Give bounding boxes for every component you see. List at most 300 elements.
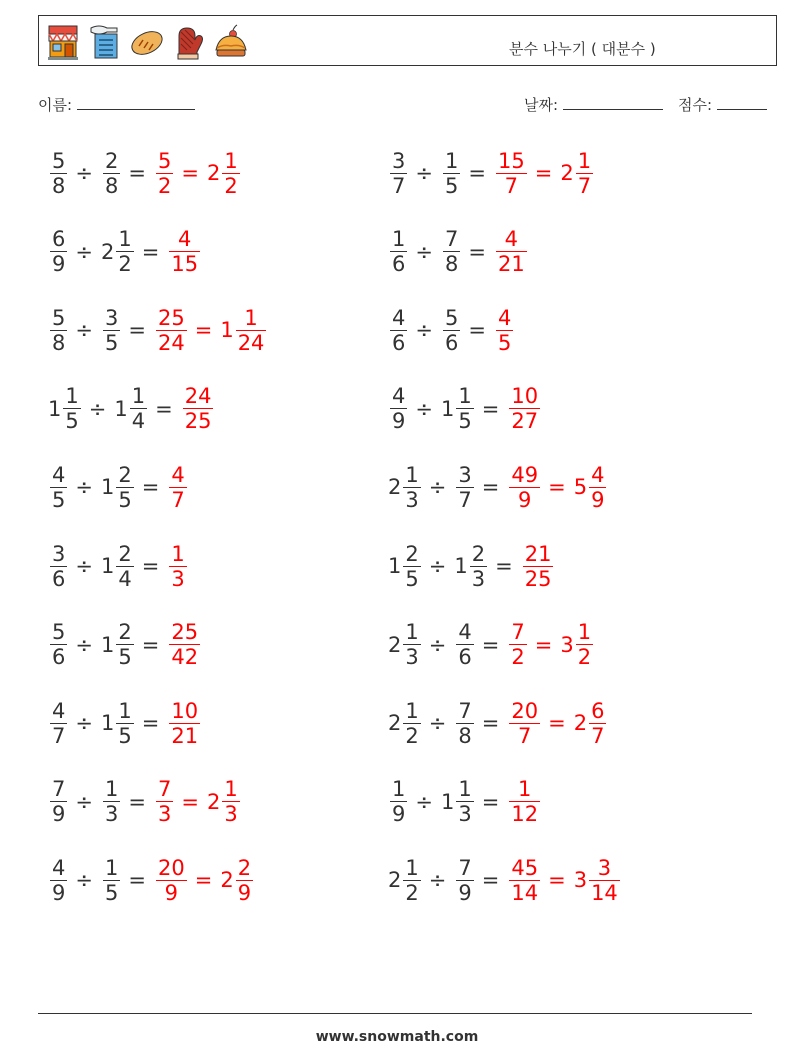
answer-improper-denominator: 2 [157,173,172,198]
answer-improper-denominator: 7 [518,723,532,748]
answer-mixed-numerator: 2 [237,855,252,880]
divisor-numerator: 4 [458,620,472,645]
answer-improper-numerator: 4 [504,227,519,252]
score-field [678,94,767,115]
divisor-denominator: 5 [104,880,119,905]
dividend-denominator: 8 [52,173,66,198]
problem-item [386,300,515,360]
answer-equals-sign: = [194,868,213,893]
divisor-denominator: 3 [458,802,472,827]
problem-item [46,300,268,360]
dividend-number [46,149,69,198]
answer-improper-denominator: 7 [171,487,185,512]
dividend-numerator: 4 [52,462,66,487]
problem-item [386,379,542,439]
dividend-numerator: 1 [392,777,406,802]
divisor-numerator: 7 [458,698,472,723]
problem-item [46,536,189,596]
answer [505,699,608,748]
dividend-numerator: 3 [52,541,66,566]
answer-mixed-whole: 2 [560,161,574,185]
dividend-fraction [390,306,407,355]
answer-mixed-denominator: 2 [224,173,238,198]
divisor-numerator: 2 [471,541,486,566]
answer-improper-fraction [169,699,200,748]
dividend-numerator: 5 [52,148,66,173]
divisor-fraction [456,620,473,669]
divide-sign: ÷ [75,789,93,814]
divisor-denominator: 8 [458,723,472,748]
divisor-denominator: 9 [458,880,472,905]
answer [505,856,621,905]
dividend-number [46,227,69,276]
header-icons [45,22,249,62]
answer-mixed-fraction [576,620,593,669]
divisor-fraction [456,777,473,826]
answer-mixed-denominator: 9 [237,880,252,905]
answer-improper-denominator: 5 [497,330,512,355]
answer-improper-numerator: 24 [184,384,212,409]
divide-sign: ÷ [75,475,93,500]
divide-sign: ÷ [75,711,93,736]
answer-mixed-whole: 3 [560,632,574,657]
answer-improper-number [505,620,528,669]
answer-improper-fraction [496,306,513,355]
answer-improper-number [165,620,202,669]
divide-sign: ÷ [428,711,447,736]
dividend-number [46,306,69,355]
answer-mixed-number [205,777,242,826]
answer-improper-denominator: 25 [184,409,212,434]
answer-improper-number [152,149,175,198]
divisor-whole: 1 [114,396,128,421]
problem-item [386,222,529,282]
dividend-denominator: 6 [392,330,406,355]
divisor-number [99,306,122,355]
answer-improper-number [519,542,556,591]
answer [152,777,242,826]
divide-sign: ÷ [75,161,93,185]
divide-sign: ÷ [415,789,433,814]
dividend-numerator: 1 [405,462,419,487]
answer-mixed-fraction [222,149,239,198]
divisor-fraction [456,463,473,512]
problem-item [46,222,202,282]
worksheet-title: 분수 나누기 ( 대분수 ) [509,40,656,58]
date-label: 날짜: [524,96,559,114]
dividend-fraction [403,699,420,748]
divisor-fraction [103,777,120,826]
dividend-numerator: 1 [392,227,406,252]
answer-improper-fraction [509,620,526,669]
dividend-fraction [403,542,420,591]
divisor-denominator: 4 [131,409,146,434]
answer-mixed-number [572,856,622,905]
divisor-number [99,620,136,669]
answer-equals-sign: = [181,789,199,814]
dividend-whole: 1 [48,396,62,421]
answer-improper-number [152,777,175,826]
dividend-number [46,856,69,905]
score-label: 점수: [678,96,713,114]
answer-improper-numerator: 45 [511,855,539,880]
answer [492,306,515,355]
cake-icon [213,22,249,62]
answer-improper-number [492,227,529,276]
answer-improper-denominator: 15 [171,252,199,277]
answer [492,149,595,198]
dividend-denominator: 6 [392,252,406,277]
divisor-number [99,777,122,826]
answer-improper-number [165,542,188,591]
answer-improper-fraction [156,856,187,905]
divisor-whole: 1 [454,554,468,578]
divisor-fraction [443,149,460,198]
answer-mixed-denominator: 24 [237,330,265,355]
divisor-denominator: 6 [458,645,472,670]
divisor-number [439,777,476,826]
answer-improper-number [165,227,202,276]
divide-sign: ÷ [415,161,433,185]
divisor-denominator: 8 [104,173,119,198]
divisor-denominator: 5 [118,645,132,670]
answer-improper-denominator: 9 [164,880,179,905]
dividend-fraction [403,463,420,512]
answer [505,463,608,512]
answer-improper-fraction [169,463,186,512]
dividend-denominator: 9 [392,802,406,827]
dividend-numerator: 4 [392,305,406,330]
divisor-numerator: 5 [444,305,459,330]
divisor-denominator: 2 [118,252,132,277]
divisor-fraction [116,542,133,591]
dividend-numerator: 1 [65,384,79,409]
equals-sign: = [481,711,500,736]
problem-item [386,850,622,910]
answer-improper-fraction [509,856,540,905]
answer-improper-fraction [169,542,186,591]
divisor-denominator: 3 [104,802,119,827]
answer-equals-sign: = [548,711,566,736]
answer-mixed-number [572,463,609,512]
dividend-number [386,699,423,748]
equals-sign: = [141,475,160,500]
dividend-numerator: 3 [392,148,406,173]
dividend-number [386,384,409,433]
answer [165,227,202,276]
answer-mixed-numerator: 1 [577,148,592,173]
divisor-number [99,542,136,591]
answer-mixed-numerator: 1 [224,148,238,173]
divisor-denominator: 3 [471,566,486,591]
dividend-number [386,620,423,669]
divisor-numerator: 2 [104,148,119,173]
answer-improper-denominator: 3 [171,566,185,591]
dividend-fraction [50,699,67,748]
answer-mixed-fraction [589,699,606,748]
dividend-fraction [50,463,67,512]
dividend-numerator: 1 [405,698,419,723]
answer-mixed-denominator: 9 [591,487,605,512]
dividend-denominator: 6 [52,566,66,591]
answer [505,384,542,433]
dividend-denominator: 9 [52,802,66,827]
answer-improper-fraction [169,620,200,669]
dividend-denominator: 5 [52,487,66,512]
divide-sign: ÷ [75,239,93,264]
answer [519,542,556,591]
answer-improper-number [505,777,542,826]
problem-item [46,457,189,517]
divisor-numerator: 1 [118,227,132,252]
dividend-numerator: 5 [52,620,66,645]
answer-improper-numerator: 5 [157,148,172,173]
dividend-number [386,856,423,905]
answer [165,542,188,591]
divisor-denominator: 5 [458,409,472,434]
divisor-whole: 1 [440,789,455,814]
divisor-number [99,227,136,276]
problem-item [46,850,255,910]
answer [165,620,202,669]
dividend-fraction [63,384,80,433]
shop-icon [45,22,81,62]
answer-improper-numerator: 7 [511,620,525,645]
divisor-fraction [443,227,460,276]
answer-mixed-whole: 2 [206,161,221,185]
divisor-denominator: 8 [444,252,459,277]
equals-sign: = [141,239,160,264]
answer-improper-numerator: 25 [157,305,185,330]
dividend-denominator: 3 [405,487,419,512]
equals-sign: = [468,239,486,264]
dividend-fraction [50,542,67,591]
dividend-denominator: 3 [405,645,419,670]
dividend-numerator: 6 [52,227,66,252]
answer-equals-sign: = [181,161,199,185]
answer [152,306,268,355]
divisor-fraction [130,384,147,433]
divide-sign: ÷ [415,318,433,343]
answer-improper-fraction [183,384,214,433]
divisor-whole: 2 [100,239,115,264]
dividend-fraction [390,149,407,198]
answer-improper-fraction [523,542,554,591]
answer-improper-number [505,856,542,905]
answer-improper-denominator: 3 [157,802,172,827]
answer-mixed-number [218,856,255,905]
answer-improper-fraction [496,149,527,198]
answer-mixed-whole: 2 [220,868,234,893]
answer-mixed-number [218,306,268,355]
name-field [38,94,195,115]
divisor-whole: 1 [100,632,115,657]
answer [492,227,529,276]
problem-item [386,772,542,832]
answer-improper-numerator: 1 [171,541,185,566]
problem-item [386,615,595,675]
problem-item [46,772,242,832]
answer-improper-numerator: 21 [524,541,552,566]
divisor-fraction [103,149,120,198]
answer-improper-denominator: 14 [511,880,539,905]
answer-equals-sign: = [534,161,553,185]
answer-improper-number [492,149,529,198]
problem-item [386,143,595,203]
dividend-denominator: 8 [52,330,66,355]
dividend-number [46,699,69,748]
dividend-number [386,542,423,591]
answer-improper-fraction [509,777,540,826]
divisor-numerator: 1 [104,855,119,880]
dividend-numerator: 4 [52,698,66,723]
dividend-fraction [390,777,407,826]
answer-improper-number [179,384,216,433]
divisor-whole: 1 [440,396,455,421]
answer-improper-denominator: 7 [504,173,519,198]
answer-improper-numerator: 15 [497,148,525,173]
dividend-fraction [390,227,407,276]
dividend-number [386,306,409,355]
equals-sign: = [481,868,500,893]
equals-sign: = [481,632,500,657]
divisor-fraction [456,699,473,748]
answer-mixed-whole: 2 [206,789,221,814]
problem-item [46,379,215,439]
divisor-numerator: 1 [458,384,472,409]
dividend-whole: 2 [388,868,402,893]
divisor-numerator: 7 [458,855,472,880]
equals-sign: = [128,789,146,814]
dividend-fraction [403,620,420,669]
answer-improper-number [165,463,188,512]
answer-equals-sign: = [194,318,213,343]
problem-item [386,457,608,517]
answer-improper-denominator: 9 [518,487,532,512]
dividend-number [46,384,83,433]
answer-improper-numerator: 7 [157,777,172,802]
divide-sign: ÷ [75,554,93,578]
answer-mixed-fraction [589,463,606,512]
answer-improper-fraction [509,699,540,748]
divisor-number [452,856,475,905]
footer-url: www.snowmath.com [315,1029,479,1045]
divisor-numerator: 2 [118,541,132,566]
answer-improper-numerator: 4 [178,227,192,252]
divisor-number [439,384,476,433]
divisor-fraction [103,856,120,905]
answer-mixed-whole: 5 [573,475,588,500]
answer-equals-sign: = [548,475,566,500]
answer-mixed-denominator: 14 [591,880,618,905]
answer-improper-numerator: 49 [511,462,539,487]
answer-improper-fraction [156,777,173,826]
problem-item [46,615,202,675]
divisor-number [452,463,475,512]
divisor-numerator: 7 [444,227,459,252]
answer-improper-fraction [509,384,540,433]
dividend-whole: 2 [388,475,402,500]
answer-improper-number [505,463,542,512]
divide-sign: ÷ [415,239,433,264]
answer-mixed-number [205,149,242,198]
divisor-fraction [103,306,120,355]
dividend-numerator: 1 [405,620,419,645]
answer-improper-numerator: 10 [171,698,199,723]
divisor-denominator: 5 [104,330,119,355]
problem-item [46,693,202,753]
answer-mixed-number [572,699,609,748]
answer-mixed-fraction [236,856,253,905]
dividend-number [386,227,409,276]
divide-sign: ÷ [75,632,93,657]
footer-divider [38,1013,752,1014]
divisor-denominator: 4 [118,566,132,591]
divisor-numerator: 1 [444,148,459,173]
answer [179,384,216,433]
equals-sign: = [468,161,486,185]
date-blank [563,95,663,110]
answer-equals-sign: = [548,868,566,893]
divide-sign: ÷ [88,396,107,421]
divisor-number [99,463,136,512]
dividend-denominator: 2 [405,880,419,905]
answer-mixed-fraction [576,149,593,198]
divisor-number [99,699,136,748]
answer-mixed-fraction [236,306,267,355]
answer-mixed-numerator: 1 [224,777,238,802]
answer-mixed-numerator: 1 [577,620,592,645]
equals-sign: = [128,161,146,185]
divisor-number [439,227,462,276]
dividend-denominator: 7 [52,723,66,748]
answer-mixed-denominator: 2 [577,645,592,670]
answer-improper-fraction [156,306,187,355]
answer [505,777,542,826]
answer-improper-numerator: 1 [518,777,532,802]
divisor-numerator: 3 [104,305,119,330]
divisor-denominator: 5 [118,487,132,512]
divisor-whole: 1 [100,711,115,736]
name-label: 이름: [38,96,73,114]
answer-mixed-number [558,620,595,669]
dividend-number [46,777,69,826]
dividend-number [46,463,69,512]
dividend-denominator: 9 [52,252,66,277]
divisor-numerator: 1 [104,777,119,802]
problem-item [46,143,242,203]
answer-mixed-number [558,149,595,198]
dividend-number [386,777,409,826]
answer-improper-number [152,856,189,905]
divide-sign: ÷ [428,868,447,893]
divisor-number [112,384,149,433]
answer [165,463,188,512]
answer [165,699,202,748]
answer-mixed-fraction [589,856,620,905]
answer-improper-numerator: 20 [157,855,185,880]
answer [152,856,255,905]
divisor-number [452,699,475,748]
divisor-numerator: 1 [131,384,146,409]
dividend-fraction [390,384,407,433]
divide-sign: ÷ [428,554,447,578]
answer-improper-fraction [156,149,173,198]
answer-improper-denominator: 42 [171,645,199,670]
answer-mixed-denominator: 3 [224,802,238,827]
answer-improper-number [492,306,515,355]
answer-improper-number [505,384,542,433]
